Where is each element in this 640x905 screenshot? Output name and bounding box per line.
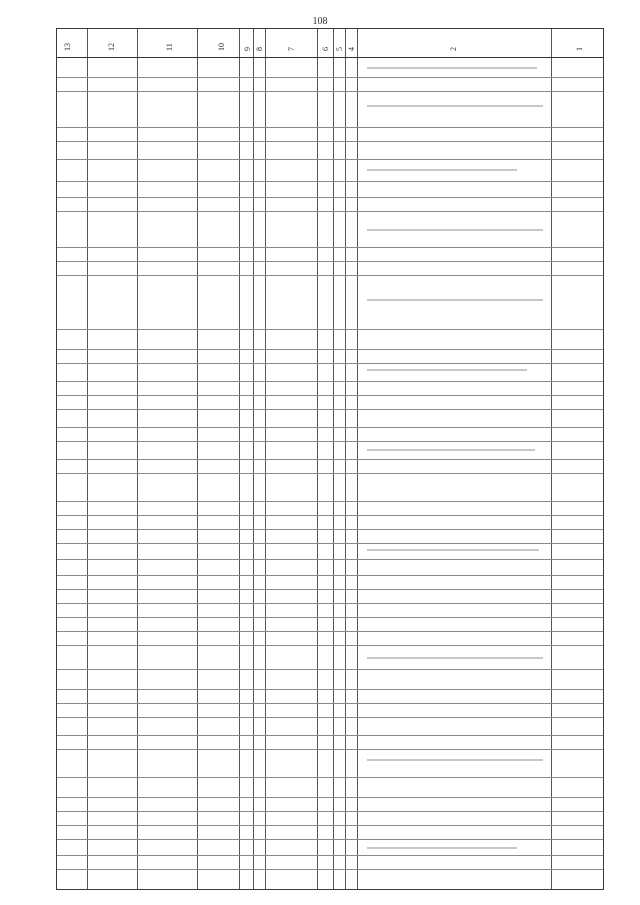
column-number: 5 [335,47,344,51]
row-divider [57,395,603,396]
row-divider [57,275,603,276]
row-divider [57,181,603,182]
cell-text-illegible [367,105,543,107]
row-divider [57,329,603,330]
row-divider [57,515,603,516]
row-divider [57,777,603,778]
row-divider [57,717,603,718]
column-number: 8 [255,47,264,51]
cell-text-illegible [367,369,527,371]
row-divider [57,825,603,826]
row-divider [57,77,603,78]
row-divider [57,603,603,604]
column-number: 1 [575,47,584,51]
row-divider [57,441,603,442]
row-divider [57,427,603,428]
row-divider [57,869,603,870]
column-number: 2 [449,47,458,51]
row-divider [57,197,603,198]
row-divider [57,211,603,212]
row-divider [57,363,603,364]
row-divider [57,617,603,618]
column-number: 12 [107,43,116,51]
cell-text-illegible [367,759,543,761]
column-number: 13 [63,43,72,51]
row-divider [57,645,603,646]
cell-text-illegible [367,67,537,69]
cell-text-illegible [367,169,517,171]
row-divider [57,669,603,670]
cell-text-illegible [367,229,543,231]
cell-text-illegible [367,657,543,659]
cell-text-illegible [367,299,543,301]
page-number: 108 [312,16,328,27]
row-divider [57,473,603,474]
column-number: 10 [217,43,226,51]
row-divider [57,735,603,736]
row-divider [57,501,603,502]
row-divider [57,589,603,590]
row-divider [57,811,603,812]
row-divider [57,247,603,248]
row-divider [57,91,603,92]
row-divider [57,631,603,632]
row-divider [57,575,603,576]
row-divider [57,159,603,160]
row-divider [57,543,603,544]
column-number: 9 [243,47,252,51]
row-divider [57,349,603,350]
row-divider [57,839,603,840]
row-divider [57,529,603,530]
row-divider [57,141,603,142]
row-divider [57,459,603,460]
row-divider [57,409,603,410]
column-number: 11 [165,43,174,51]
column-number: 6 [321,47,330,51]
budget-table [56,28,604,890]
row-divider [57,749,603,750]
column-number: 4 [347,47,356,51]
cell-text-illegible [367,847,517,849]
row-divider [57,703,603,704]
column-number: 7 [287,47,296,51]
row-divider [57,261,603,262]
row-divider [57,797,603,798]
row-divider [57,57,603,58]
row-divider [57,689,603,690]
row-divider [57,381,603,382]
cell-text-illegible [367,549,539,551]
row-divider [57,855,603,856]
row-divider [57,559,603,560]
row-divider [57,127,603,128]
cell-text-illegible [367,449,535,451]
